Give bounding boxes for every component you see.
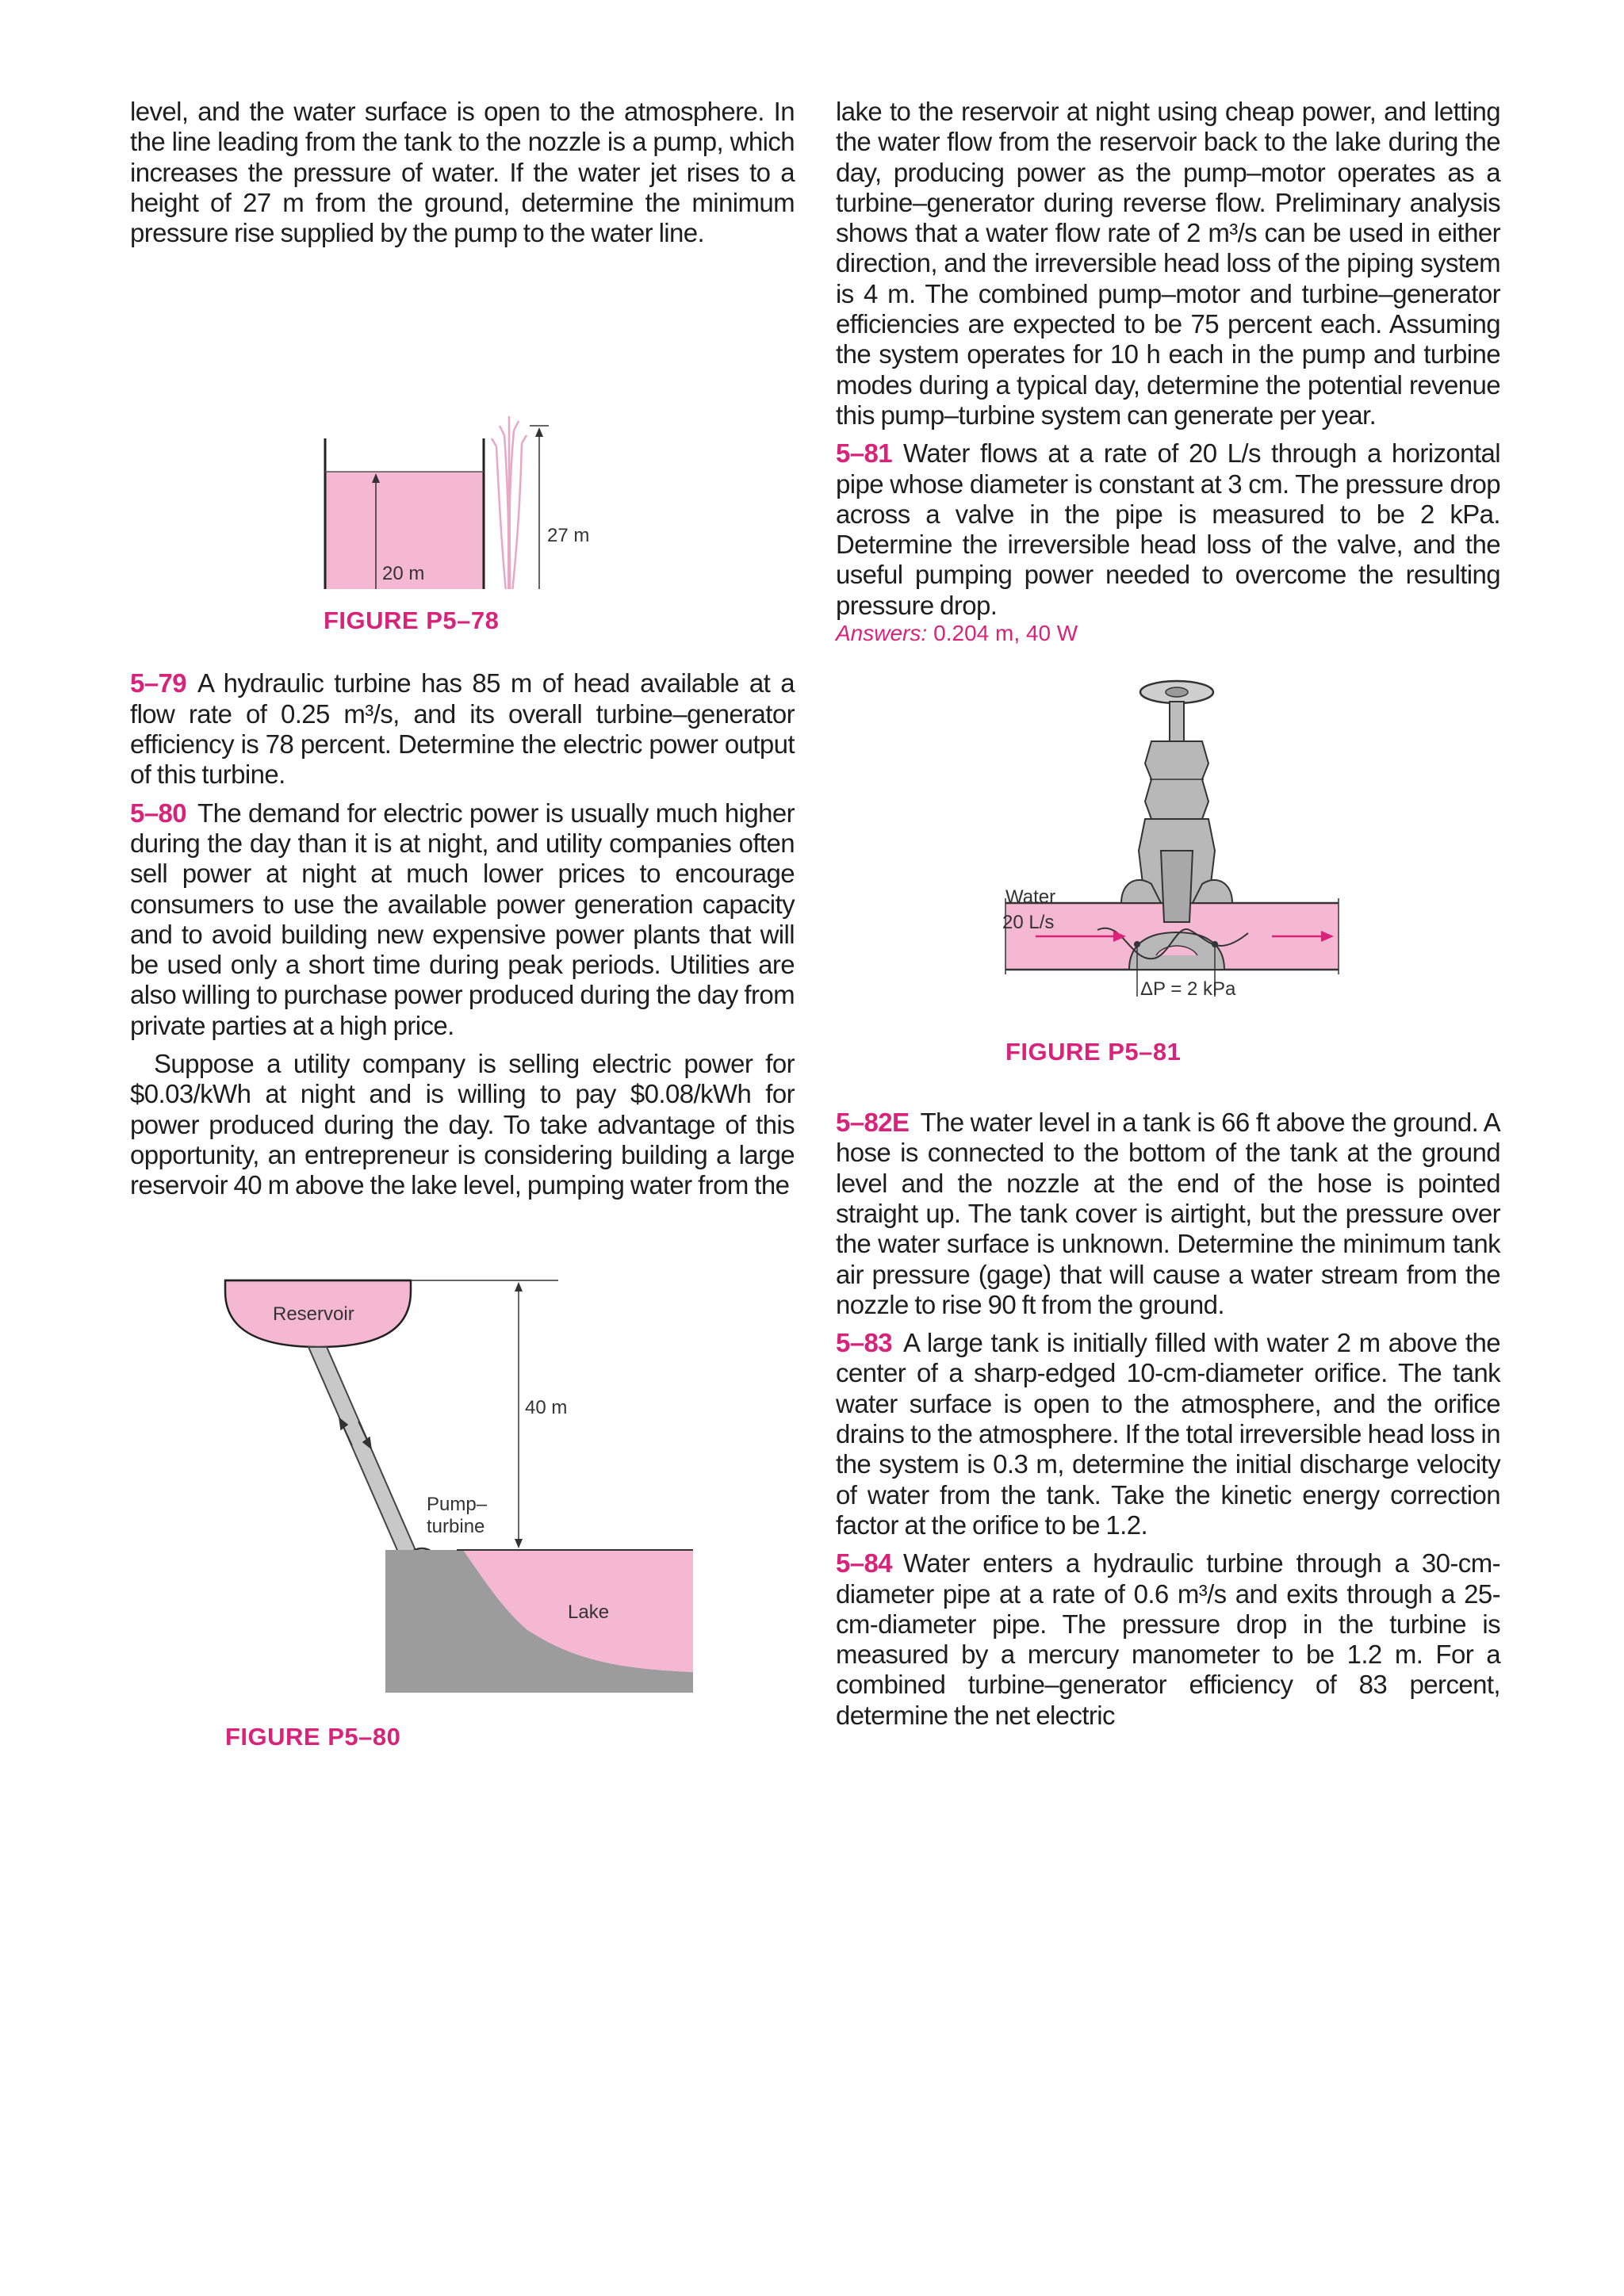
problem-text: The water level in a tank is 66 ft above the ground. A hose is connected to the bottom of the tank at the ground level and the nozzle at the end of the hose is pointed straight up. The tank cover is airtight, but the pressure over the water surface is unknown. Determine the minimum tank air pressure (gage) that will cause a water stream from the nozzle to rise 90 ft from the ground. <box>836 1108 1500 1319</box>
problem-number: 5–79 <box>130 668 187 698</box>
figure-p5-80 <box>130 1249 795 1756</box>
label-lake: Lake <box>568 1601 610 1623</box>
figure-p5-81 <box>836 660 1500 1168</box>
problem-text: Water flows at a rate of 20 L/s through a horizontal pipe whose diameter is constant at 3 cm. The pressure drop across a valve in the pipe is measured to be 2 kPa. Determine the irreversible head loss of the valve, and the useful pumping power needed to overcome the resulting pressure drop. <box>836 438 1500 620</box>
answers-line <box>836 619 1500 648</box>
left-column <box>130 97 795 1756</box>
label-pump-line2: turbine <box>427 1515 485 1537</box>
problem-5-80 <box>130 798 795 1041</box>
intro-paragraph: level, and the water surface is open to the atmosphere. In the line leading from the tank to the nozzle is a pump, which increases the pressure of water. If the water jet rises to a height of 27 m from the ground, determine the minimum pressure rise supplied by the pump to the water line. <box>130 97 795 248</box>
label-20m: 20 m <box>382 563 425 585</box>
problem-number: 5–82E <box>836 1108 910 1138</box>
problem-number: 5–84 <box>836 1548 893 1578</box>
tank-nozzle-diagram <box>130 256 795 589</box>
reservoir-lake-diagram <box>130 1249 795 1709</box>
problem-text: A hydraulic turbine has 85 m of head available at a flow rate of 0.25 m³/s, and its overall turbine–generator efficiency is 78 percent. Determine the electric power output of this turbine. <box>130 668 795 790</box>
figure-caption-p5-78: FIGURE P5–78 <box>324 607 500 635</box>
figure-caption-p5-80: FIGURE P5–80 <box>225 1722 401 1751</box>
problem-number: 5–81 <box>836 438 893 469</box>
answers-label: Answers: <box>836 621 928 646</box>
figure-p5-78 <box>130 256 795 635</box>
water-jet <box>492 416 527 589</box>
problem-5-80-continued-right: lake to the reservoir at night using cheap power, and letting the water flow from the reservoir back to the lake during the day, producing power as the pump–motor operates as a turbine–generator during reverse flow. Preliminary analysis shows that a water flow rate of 2 m³/s can be used in either direction, and the irreversible head loss of the piping system is 4 m. The combined pump–motor and turbine–generator efficiencies are expected to be 75 percent each. Assuming the system operates for 10 h each in the pump and turbine modes during a typical day, determine the potential revenue this pump–turbine system can generate per year. <box>836 97 1500 430</box>
problem-5-80-continued: Suppose a utility company is selling electric power for $0.03/kWh at night and is willing to pay $0.08/kWh for power produced during the day. To take advantage of this opportunity, an entrepreneur is considering building a large reservoir 40 m above the lake level, pumping water from the <box>130 1049 795 1200</box>
problem-number: 5–83 <box>836 1328 893 1358</box>
label-flow-rate: 20 L/s <box>1002 912 1055 934</box>
problem-5-81 <box>836 438 1500 621</box>
problem-number: 5–80 <box>130 798 187 828</box>
label-reservoir: Reservoir <box>273 1303 354 1325</box>
problem-text: The demand for electric power is usually much higher during the day than it is at night, and utility companies often sell power at night at much lower prices to encourage consumers to use the available power generation capacity and to avoid building new expensive power plants that will be used only a short time during peak periods. Utilities are also willing to purchase power produced during the day from private parties at a high price. <box>130 798 795 1040</box>
figure-caption-p5-81: FIGURE P5–81 <box>1005 1038 1182 1066</box>
label-27m: 27 m <box>547 525 590 547</box>
penstock-pipe <box>308 1347 420 1561</box>
problem-5-79 <box>130 668 795 790</box>
problem-5-83 <box>836 1328 1500 1540</box>
answers-value: 0.204 m, 40 W <box>933 621 1078 646</box>
label-water: Water <box>1005 886 1056 909</box>
label-pressure-drop: ΔP = 2 kPa <box>1140 978 1236 1001</box>
label-40m: 40 m <box>525 1396 568 1418</box>
right-column <box>836 97 1500 1739</box>
problem-5-84 <box>836 1548 1500 1731</box>
problem-text: Water enters a hydraulic turbine through a 30-cm-diameter pipe at a rate of 0.6 m³/s and exits through a 25-cm-diameter pipe. The pressure drop in the turbine is measured by a mercury manometer to be 1.2 m. For a combined turbine–generator efficiency of 83 percent, determine the net electric <box>836 1548 1500 1730</box>
problem-text: A large tank is initially filled with water 2 m above the center of a sharp-edged 10-cm-diameter orifice. The tank water surface is open to the atmosphere, and the orifice drains to the atmosphere. If the total irreversible head loss in the system is 0.3 m, determine the initial discharge velocity of water from the tank. Take the kinetic energy correction factor at the orifice to be 1.2. <box>836 1328 1500 1540</box>
label-pump-line1: Pump– <box>427 1493 488 1515</box>
